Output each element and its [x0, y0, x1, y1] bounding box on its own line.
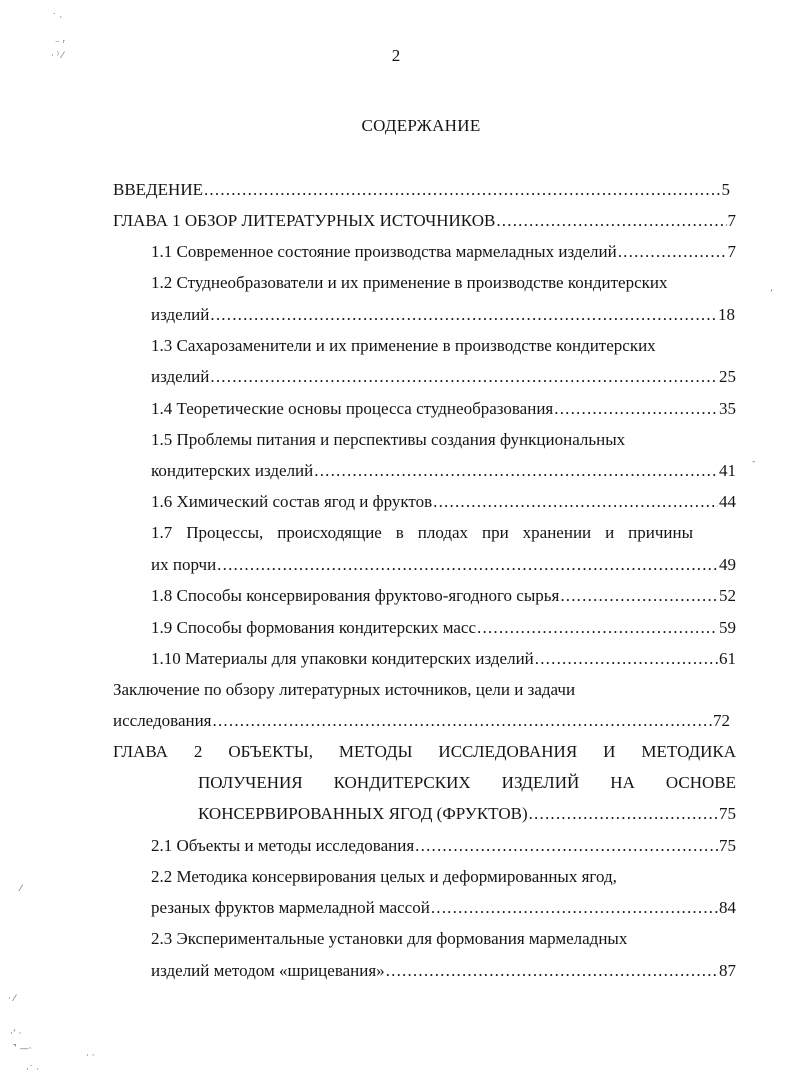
toc-entry-1-10 — [151, 648, 736, 670]
toc-entry-2-1 — [151, 835, 736, 857]
toc-page-number: 18 — [718, 305, 735, 324]
toc-entry-1-5-line2 — [151, 460, 736, 482]
toc-page-number: 49 — [719, 555, 736, 574]
toc-entry-chapter-1 — [113, 210, 736, 232]
toc-entry-text: ГЛАВА 1 ОБЗОР ЛИТЕРАТУРНЫХ ИСТОЧНИКОВ — [113, 211, 496, 230]
toc-entry-1-2-line2 — [151, 304, 735, 326]
dot-leader — [210, 366, 718, 388]
toc-entry-2-2-line1 — [151, 866, 736, 888]
toc-entry-text: исследования — [113, 711, 212, 730]
toc-entry-1-5-line1 — [151, 429, 736, 451]
toc-entry-text: ВВЕДЕНИЕ — [113, 180, 203, 199]
toc-entry-1-3-line1 — [151, 335, 736, 357]
toc-page-number: 52 — [719, 586, 736, 605]
page-number: 2 — [391, 46, 401, 65]
toc-entry-1-7-line2 — [151, 554, 736, 576]
scan-speck: ⁄ — [20, 884, 22, 894]
dot-leader — [529, 803, 718, 825]
dot-leader — [560, 585, 718, 607]
dot-leader — [618, 241, 727, 263]
toc-entry-chapter-2-line3 — [198, 803, 736, 825]
toc-entry-text: 2.3 Экспериментальные установки для формования мармеладных — [151, 929, 628, 948]
toc-entry-text: Заключение по обзору литературных источников, цели и задачи — [113, 680, 576, 699]
toc-page-number: 75 — [719, 836, 736, 855]
toc-entry-1-6 — [151, 491, 736, 513]
toc-entry-introduction — [113, 179, 730, 201]
toc-entry-text: 2.1 Объекты и методы исследования — [151, 836, 415, 855]
toc-page-number: 59 — [719, 618, 736, 637]
dot-leader — [210, 304, 717, 326]
dot-leader — [554, 398, 718, 420]
toc-entry-text: изделий — [151, 367, 210, 386]
toc-page-number: 35 — [719, 399, 736, 418]
toc-entry-text: 1.2 Студнеобразователи и их применение в производстве кондитерских — [151, 273, 668, 292]
toc-page-number: 44 — [719, 492, 736, 511]
toc-entry-text: резаных фруктов мармеладной массой — [151, 898, 430, 917]
toc-entry-1-1 — [151, 241, 736, 263]
toc-entry-text: 2.2 Методика консервирования целых и деформированных ягод, — [151, 867, 617, 886]
toc-page-number: 61 — [719, 649, 736, 668]
toc-entry-1-7-line1 — [151, 522, 693, 544]
page-title: СОДЕРЖАНИЕ — [361, 116, 481, 135]
toc-entry-text: изделий — [151, 305, 210, 324]
toc-page-number: 41 — [719, 461, 736, 480]
toc-page-number: 84 — [719, 898, 736, 917]
dot-leader — [433, 491, 718, 513]
toc-entry-text: 1.6 Химический состав ягод и фруктов — [151, 492, 433, 511]
toc-entry-text: 1.1 Современное состояние производства мармеладных изделий — [151, 242, 617, 261]
toc-entry-2-2-line2 — [151, 897, 736, 919]
toc-entry-1-3-line2 — [151, 366, 736, 388]
toc-page-number: 5 — [721, 180, 730, 199]
dot-leader — [415, 835, 718, 857]
toc-entry-text: ГЛАВА 2 ОБЪЕКТЫ, МЕТОДЫ ИССЛЕДОВАНИЯ И МЕТОДИКА — [113, 742, 736, 761]
dot-leader — [217, 554, 718, 576]
toc-entry-1-2-line1 — [151, 272, 736, 294]
toc-page-number: 25 — [719, 367, 736, 386]
scan-speck: · ⁄ — [8, 994, 16, 1004]
toc-entry-conclusion-line2 — [113, 710, 730, 732]
toc-entry-2-3-line2 — [151, 960, 736, 982]
toc-entry-text: КОНСЕРВИРОВАННЫХ ЯГОД (ФРУКТОВ) — [198, 804, 528, 823]
toc-page-number: 7 — [727, 211, 736, 230]
toc-page-number: 75 — [719, 804, 736, 823]
toc-entry-text: 1.10 Материалы для упаковки кондитерских изделий — [151, 649, 534, 668]
toc-entry-1-9 — [151, 617, 736, 639]
scan-speck: ·ʼ · — [10, 1029, 22, 1039]
dot-leader — [213, 710, 712, 732]
dot-leader — [477, 617, 718, 639]
dot-leader — [204, 179, 721, 201]
dot-leader — [386, 960, 718, 982]
toc-entry-text: 1.8 Способы консервирования фруктово-ягодного сырья — [151, 586, 560, 605]
toc-entry-text: их порчи — [151, 555, 217, 574]
scan-speck: ⁻ ʳ — [55, 39, 65, 49]
toc-entry-2-3-line1 — [151, 928, 736, 950]
toc-entry-text: кондитерских изделий — [151, 461, 314, 480]
scan-speck: - — [752, 457, 756, 467]
toc-entry-text: 1.5 Проблемы питания и перспективы создания функциональных — [151, 430, 626, 449]
scan-speck: ˙ · — [52, 13, 63, 23]
toc-entry-1-4 — [151, 398, 736, 420]
toc-entry-1-8 — [151, 585, 736, 607]
scan-speck: ·˙ · — [26, 1065, 40, 1075]
toc-page-number: 7 — [727, 242, 736, 261]
toc-entry-chapter-2-line2 — [198, 772, 736, 794]
toc-entry-text: 1.4 Теоретические основы процесса студнеобразования — [151, 399, 554, 418]
toc-entry-conclusion-line1 — [113, 679, 736, 701]
toc-entry-text: 1.3 Сахарозаменители и их применение в производстве кондитерских — [151, 336, 656, 355]
toc-entry-text: 1.7 Процессы, происходящие в плодах при хранении и причины — [151, 523, 693, 542]
toc-entry-chapter-2-line1 — [113, 741, 736, 763]
dot-leader — [314, 460, 718, 482]
dot-leader — [535, 648, 718, 670]
toc-entry-text: ПОЛУЧЕНИЯ КОНДИТЕРСКИХ ИЗДЕЛИЙ НА ОСНОВЕ — [198, 773, 736, 792]
dot-leader — [431, 897, 718, 919]
toc-entry-text: изделий методом «шрицевания» — [151, 961, 385, 980]
scan-speck: · ⁾ ⁄ — [51, 51, 64, 61]
scan-speck: ʼ — [770, 289, 773, 299]
dot-leader — [496, 210, 726, 232]
toc-page-number: 87 — [719, 961, 736, 980]
scan-speck: · · — [86, 1051, 95, 1061]
toc-entry-text: 1.9 Способы формования кондитерских масс — [151, 618, 477, 637]
toc-page-number: 72 — [713, 711, 730, 730]
scan-speck: ʼ̃ —· — [14, 1044, 32, 1054]
